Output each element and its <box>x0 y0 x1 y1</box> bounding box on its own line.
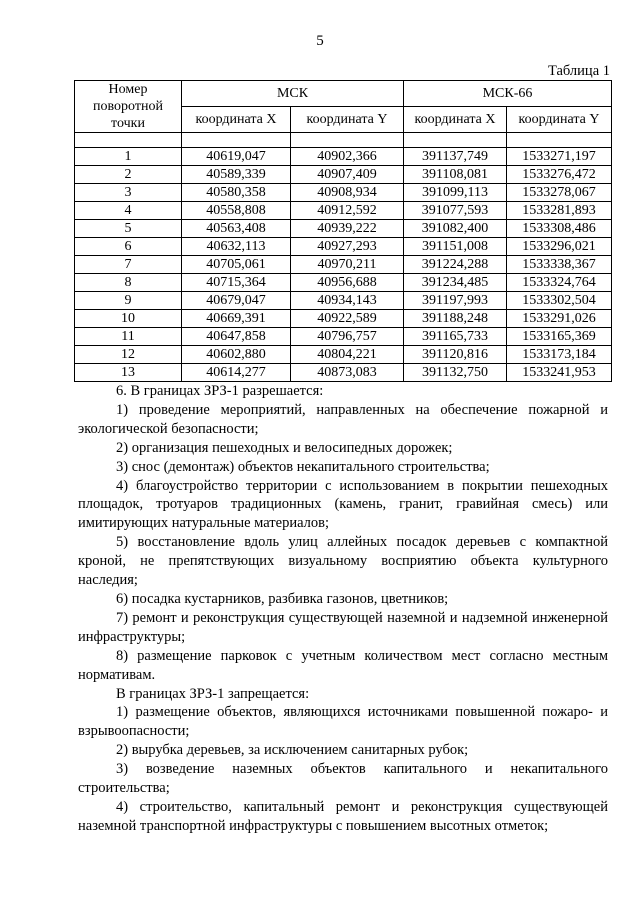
table-row <box>75 310 612 328</box>
point-number-cell: 9 <box>75 292 182 310</box>
msk66-x-cell: 391224,288 <box>404 256 507 274</box>
paragraph: 3) снос (демонтаж) объектов некапитального строительства; <box>116 458 490 475</box>
msk66-x-cell: 391234,485 <box>404 274 507 292</box>
table-row <box>75 166 612 184</box>
paragraph: 4) благоустройство территории с использованием в покрытии пешеходных площадок, тротуаров традиционных (камень, гранит, гравийная смесь) или имитирующих натуральные материалов; <box>78 477 608 532</box>
msk-y-cell: 40796,757 <box>291 328 404 346</box>
paragraph: 7) ремонт и реконструкция существующей наземной и надземной инженерной инфраструктуры; <box>78 609 608 645</box>
point-number-cell: 5 <box>75 220 182 238</box>
msk-y-cell: 40873,083 <box>291 364 404 382</box>
point-number-cell: 8 <box>75 274 182 292</box>
table-body <box>75 148 612 382</box>
point-number-cell: 12 <box>75 346 182 364</box>
point-number-cell: 11 <box>75 328 182 346</box>
msk-y-cell: 40902,366 <box>291 148 404 166</box>
msk-x-cell: 40614,277 <box>182 364 291 382</box>
msk-x-cell: 40647,858 <box>182 328 291 346</box>
point-number-header-line: поворотной <box>93 99 163 114</box>
point-number-header-line: Номер <box>108 82 148 97</box>
subheader-spacer <box>404 133 507 148</box>
msk-y-cell: 40907,409 <box>291 166 404 184</box>
body-text <box>78 382 608 836</box>
msk66-x-cell: 391132,750 <box>404 364 507 382</box>
point-number-cell: 3 <box>75 184 182 202</box>
msk-x-cell: 40619,047 <box>182 148 291 166</box>
msk-y-cell: 40956,688 <box>291 274 404 292</box>
point-number-header-spacer <box>75 133 182 148</box>
msk-x-cell: 40679,047 <box>182 292 291 310</box>
msk-y-cell: 40922,589 <box>291 310 404 328</box>
msk66-x-cell: 391188,248 <box>404 310 507 328</box>
msk66-y-cell: 1533173,184 <box>507 346 612 364</box>
paragraph: 2) организация пешеходных и велосипедных дорожек; <box>116 439 453 456</box>
table-row <box>75 220 612 238</box>
msk-x-cell: 40669,391 <box>182 310 291 328</box>
table-row <box>75 148 612 166</box>
msk-x-cell: 40589,339 <box>182 166 291 184</box>
msk-x-cell: 40602,880 <box>182 346 291 364</box>
point-number-cell: 7 <box>75 256 182 274</box>
msk-x-cell: 40705,061 <box>182 256 291 274</box>
msk66-x-cell: 391137,749 <box>404 148 507 166</box>
msk-x-cell: 40558,808 <box>182 202 291 220</box>
msk-x-header: координата X <box>182 107 291 133</box>
msk-y-header: координата Y <box>291 107 404 133</box>
table-caption: Таблица 1 <box>547 63 610 79</box>
msk-y-cell: 40970,211 <box>291 256 404 274</box>
point-number-cell: 6 <box>75 238 182 256</box>
msk-x-cell: 40715,364 <box>182 274 291 292</box>
msk-group-header: МСК <box>182 81 404 107</box>
table-row <box>75 364 612 382</box>
table-header-spacer <box>75 133 612 148</box>
msk-x-cell: 40580,358 <box>182 184 291 202</box>
point-number-cell: 10 <box>75 310 182 328</box>
msk66-y-cell: 1533241,953 <box>507 364 612 382</box>
msk66-y-cell: 1533278,067 <box>507 184 612 202</box>
msk66-y-cell: 1533338,367 <box>507 256 612 274</box>
paragraph: 1) размещение объектов, являющихся источниками повышенной пожаро- и взрывоопасности; <box>78 704 608 740</box>
msk66-x-cell: 391151,008 <box>404 238 507 256</box>
paragraph: 6. В границах ЗРЗ-1 разрешается: <box>116 383 324 399</box>
point-number-cell: 2 <box>75 166 182 184</box>
point-number-header-line: точки <box>111 116 145 131</box>
msk66-group-header: МСК-66 <box>404 81 612 107</box>
page-number: 5 <box>316 33 324 49</box>
msk66-y-cell: 1533276,472 <box>507 166 612 184</box>
paragraph: 6) посадка кустарников, разбивка газонов, цветников; <box>116 590 449 607</box>
table-row <box>75 274 612 292</box>
msk-y-cell: 40912,592 <box>291 202 404 220</box>
point-number-cell: 13 <box>75 364 182 382</box>
msk66-x-cell: 391165,733 <box>404 328 507 346</box>
table-row <box>75 328 612 346</box>
msk66-x-cell: 391099,113 <box>404 184 507 202</box>
point-number-header <box>75 81 182 133</box>
msk66-x-cell: 391108,081 <box>404 166 507 184</box>
msk66-y-cell: 1533291,026 <box>507 310 612 328</box>
paragraph: В границах ЗРЗ-1 запрещается: <box>116 685 310 702</box>
msk-y-cell: 40939,222 <box>291 220 404 238</box>
paragraph: 8) размещение парковок с учетным количеством мест согласно местным нормативам. <box>78 647 608 683</box>
paragraph: 5) восстановление вдоль улиц аллейных посадок деревьев с компактной кроной, не препятствующих визуальному восприятию объекта культурного наследия; <box>78 534 608 589</box>
table-row <box>75 346 612 364</box>
msk-x-cell: 40632,113 <box>182 238 291 256</box>
msk-y-cell: 40908,934 <box>291 184 404 202</box>
point-number-cell: 4 <box>75 202 182 220</box>
msk-y-cell: 40927,293 <box>291 238 404 256</box>
table-row <box>75 202 612 220</box>
subheader-spacer <box>291 133 404 148</box>
msk66-x-cell: 391197,993 <box>404 292 507 310</box>
msk66-x-cell: 391082,400 <box>404 220 507 238</box>
table-row <box>75 238 612 256</box>
paragraph: 3) возведение наземных объектов капитального и некапитального строительства; <box>78 761 608 797</box>
msk66-x-cell: 391077,593 <box>404 202 507 220</box>
paragraph: 1) проведение мероприятий, направленных на обеспечение пожарной и экологической безопасности; <box>78 401 608 437</box>
paragraph: 4) строительство, капитальный ремонт и реконструкция существующей наземной транспортной инфраструктуры с повышением высотных отметок; <box>78 798 608 834</box>
msk66-y-cell: 1533281,893 <box>507 202 612 220</box>
msk66-y-header: координата Y <box>507 107 612 133</box>
msk66-y-cell: 1533165,369 <box>507 328 612 346</box>
table-row <box>75 184 612 202</box>
coordinates-table <box>74 80 612 382</box>
msk66-y-cell: 1533324,764 <box>507 274 612 292</box>
subheader-spacer <box>182 133 291 148</box>
table-row <box>75 292 612 310</box>
point-number-cell: 1 <box>75 148 182 166</box>
msk66-x-header: координата X <box>404 107 507 133</box>
msk66-y-cell: 1533302,504 <box>507 292 612 310</box>
table-row <box>75 256 612 274</box>
msk66-y-cell: 1533308,486 <box>507 220 612 238</box>
msk66-y-cell: 1533296,021 <box>507 238 612 256</box>
msk66-x-cell: 391120,816 <box>404 346 507 364</box>
msk-y-cell: 40804,221 <box>291 346 404 364</box>
msk-y-cell: 40934,143 <box>291 292 404 310</box>
subheader-spacer <box>507 133 612 148</box>
paragraph: 2) вырубка деревьев, за исключением санитарных рубок; <box>116 742 469 759</box>
msk66-y-cell: 1533271,197 <box>507 148 612 166</box>
table-header-row <box>75 81 612 107</box>
msk-x-cell: 40563,408 <box>182 220 291 238</box>
